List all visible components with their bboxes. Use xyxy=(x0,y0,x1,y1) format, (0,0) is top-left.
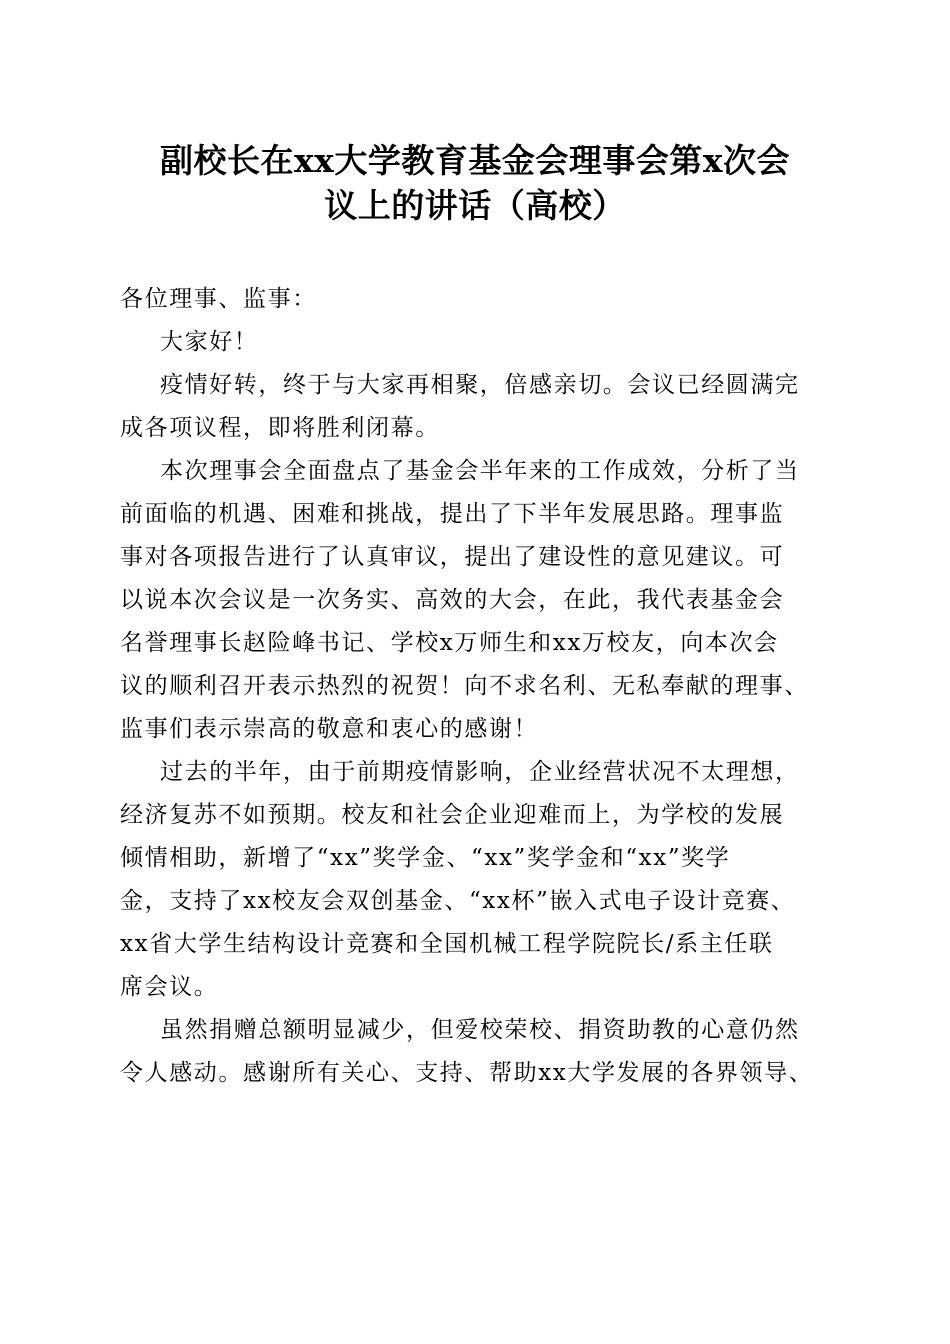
paragraph-2-line-6: 议的顺利召开表示热烈的祝贺！向不求名利、无私奉献的理事、 xyxy=(120,673,809,699)
paragraph-4-line-1: 虽然捐赠总额明显减少，但爱校荣校、捐资助教的心意仍然 xyxy=(160,1017,800,1043)
paragraph-2-line-2: 前面临的机遇、困难和挑战，提出了下半年发展思路。理事监 xyxy=(120,501,785,527)
paragraph-1-line-2: 成各项议程，即将胜利闭幕。 xyxy=(120,415,440,441)
paragraph-3-line-4: 金，支持了xx校友会双创基金、“xx杯”嵌入式电子设计竞赛、 xyxy=(120,888,796,914)
paragraph-3-line-2: 经济复苏不如预期。校友和社会企业迎难而上，为学校的发展 xyxy=(120,802,785,828)
title-line-1: 副校长在xx大学教育基金会理事会第x次会 xyxy=(159,141,791,180)
paragraph-3-line-3: 倾情相助，新增了“xx”奖学金、“xx”奖学金和“xx”奖学 xyxy=(120,845,731,871)
paragraph-2-line-7: 监事们表示崇高的敬意和衷心的感谢！ xyxy=(120,716,539,742)
paragraph-2-line-5: 名誉理事长赵险峰书记、学校x万师生和xx万校友，向本次会 xyxy=(120,630,779,656)
paragraph-3-line-6: 席会议。 xyxy=(120,974,219,1000)
greeting-line: 大家好！ xyxy=(160,329,259,355)
paragraph-2-line-1: 本次理事会全面盘点了基金会半年来的工作成效，分析了当 xyxy=(160,458,800,484)
title-line-2: 议上的讲话（高校） xyxy=(324,186,626,225)
document-title xyxy=(120,138,830,228)
paragraph-3-line-5: xx省大学生结构设计竞赛和全国机械工程学院院长/系主任联 xyxy=(120,931,774,957)
paragraph-1-line-1: 疫情好转，终于与大家再相聚，倍感亲切。会议已经圆满完 xyxy=(160,372,800,398)
document-body xyxy=(120,278,834,1095)
paragraph-4-line-2: 令人感动。感谢所有关心、支持、帮助xx大学发展的各界领导、 xyxy=(120,1060,814,1086)
paragraph-2-line-4: 以说本次会议是一次务实、高效的大会，在此，我代表基金会 xyxy=(120,587,785,613)
paragraph-2-line-3: 事对各项报告进行了认真审议，提出了建设性的意见建议。可 xyxy=(120,544,785,570)
salutation: 各位理事、监事： xyxy=(120,286,317,312)
paragraph-3-line-1: 过去的半年，由于前期疫情影响，企业经营状况不太理想， xyxy=(160,759,800,785)
